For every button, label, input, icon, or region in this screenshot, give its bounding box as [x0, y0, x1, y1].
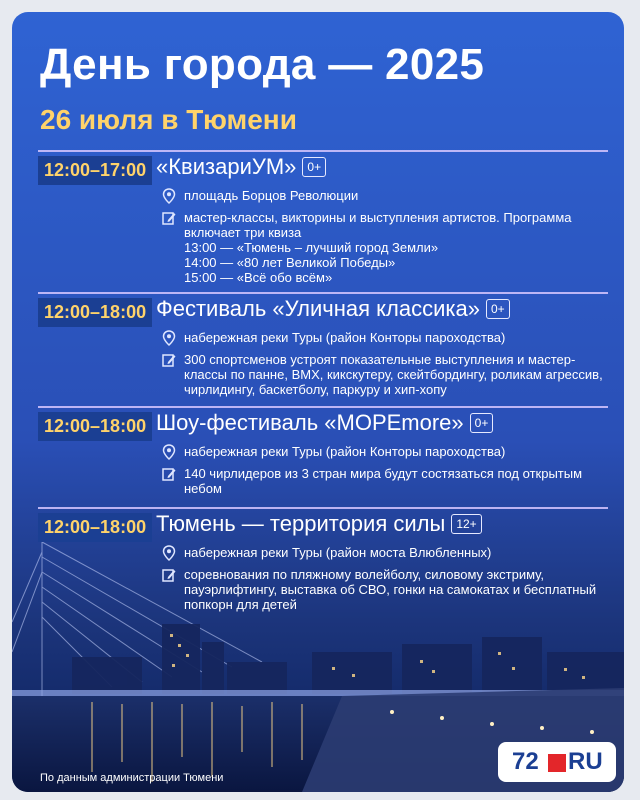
event-street-classics: [38, 292, 608, 407]
pencil-note-icon: [162, 352, 176, 368]
description-line: соревнования по пляжному волейболу, силовому экстриму,: [184, 567, 544, 582]
quiz-line: 15:00 — «Всё обо всём»: [184, 270, 333, 285]
infographic-card: [12, 12, 624, 792]
age-rating-badge: 0+: [302, 157, 326, 177]
event-title: [156, 154, 326, 180]
event-title: [156, 511, 482, 537]
location-pin-icon: [162, 330, 176, 346]
event-divider: [38, 292, 608, 294]
event-title-text: Фестиваль «Уличная классика»: [156, 296, 480, 321]
event-place-text: набережная реки Туры (район Конторы пароходства): [184, 330, 506, 345]
event-title-text: «КвизариУМ»: [156, 154, 297, 179]
description-line: попкорн для детей: [184, 597, 297, 612]
description-line: мастер-классы, викторины и выступления артистов. Программа: [184, 210, 572, 225]
event-description-text: [184, 466, 604, 496]
description-line: 300 спортсменов устроят показательные выступления и мастер-: [184, 352, 576, 367]
event-time: 12:00–17:00: [38, 156, 152, 185]
event-time: 12:00–18:00: [38, 513, 152, 542]
description-line: пауэрлифтингу, выставка об СВО, гонки на самокатах и бесплатный: [184, 582, 597, 597]
logo-red-square: [548, 754, 566, 772]
age-rating-badge: 12+: [451, 514, 481, 534]
event-description-text: [184, 210, 604, 285]
event-place-text: набережная реки Туры (район Конторы пароходства): [184, 444, 506, 459]
event-power-territory: [38, 507, 608, 617]
description-line: небом: [184, 481, 222, 496]
event-description-text: [184, 352, 604, 397]
event-title: [156, 296, 510, 322]
description-line: классы по панне, BMX, кикскутеру, скейтбордингу, роликам агрессив,: [184, 367, 603, 382]
logo-number: 72: [512, 748, 539, 775]
event-title: [156, 410, 493, 436]
event-time: 12:00–18:00: [38, 298, 152, 327]
event-title-text: Тюмень — территория силы: [156, 511, 446, 536]
event-place-text: набережная реки Туры (район моста Влюбленных): [184, 545, 492, 560]
event-time: 12:00–18:00: [38, 412, 152, 441]
description-line: чирлидингу, баскетболу, паркуру и хип-хопу: [184, 382, 447, 397]
event-place-text: площадь Борцов Революции: [184, 188, 359, 203]
description-line: 140 чирлидеров из 3 стран мира будут состязаться под открытым: [184, 466, 583, 481]
location-pin-icon: [162, 545, 176, 561]
page-subtitle: 26 июля в Тюмени: [40, 104, 297, 135]
event-quizarium: [38, 150, 608, 300]
event-divider: [38, 507, 608, 509]
page-title: День города — 2025: [40, 40, 485, 89]
quiz-line: 13:00 — «Тюмень – лучший город Земли»: [184, 240, 439, 255]
event-description-text: [184, 567, 604, 612]
event-moremore: [38, 406, 608, 506]
pencil-note-icon: [162, 210, 176, 226]
description-line: включает три квиза: [184, 225, 302, 240]
event-divider: [38, 150, 608, 152]
location-pin-icon: [162, 444, 176, 460]
72ru-logo: [498, 742, 616, 782]
event-divider: [38, 406, 608, 408]
age-rating-badge: 0+: [470, 413, 494, 433]
location-pin-icon: [162, 188, 176, 204]
quiz-line: 14:00 — «80 лет Великой Победы»: [184, 255, 396, 270]
source-note: По данным администрации Тюмени: [40, 772, 224, 784]
pencil-note-icon: [162, 466, 176, 482]
pencil-note-icon: [162, 567, 176, 583]
event-title-text: Шоу-фестиваль «МОРЕmore»: [156, 410, 464, 435]
age-rating-badge: 0+: [486, 299, 510, 319]
logo-suffix: RU: [568, 748, 603, 775]
